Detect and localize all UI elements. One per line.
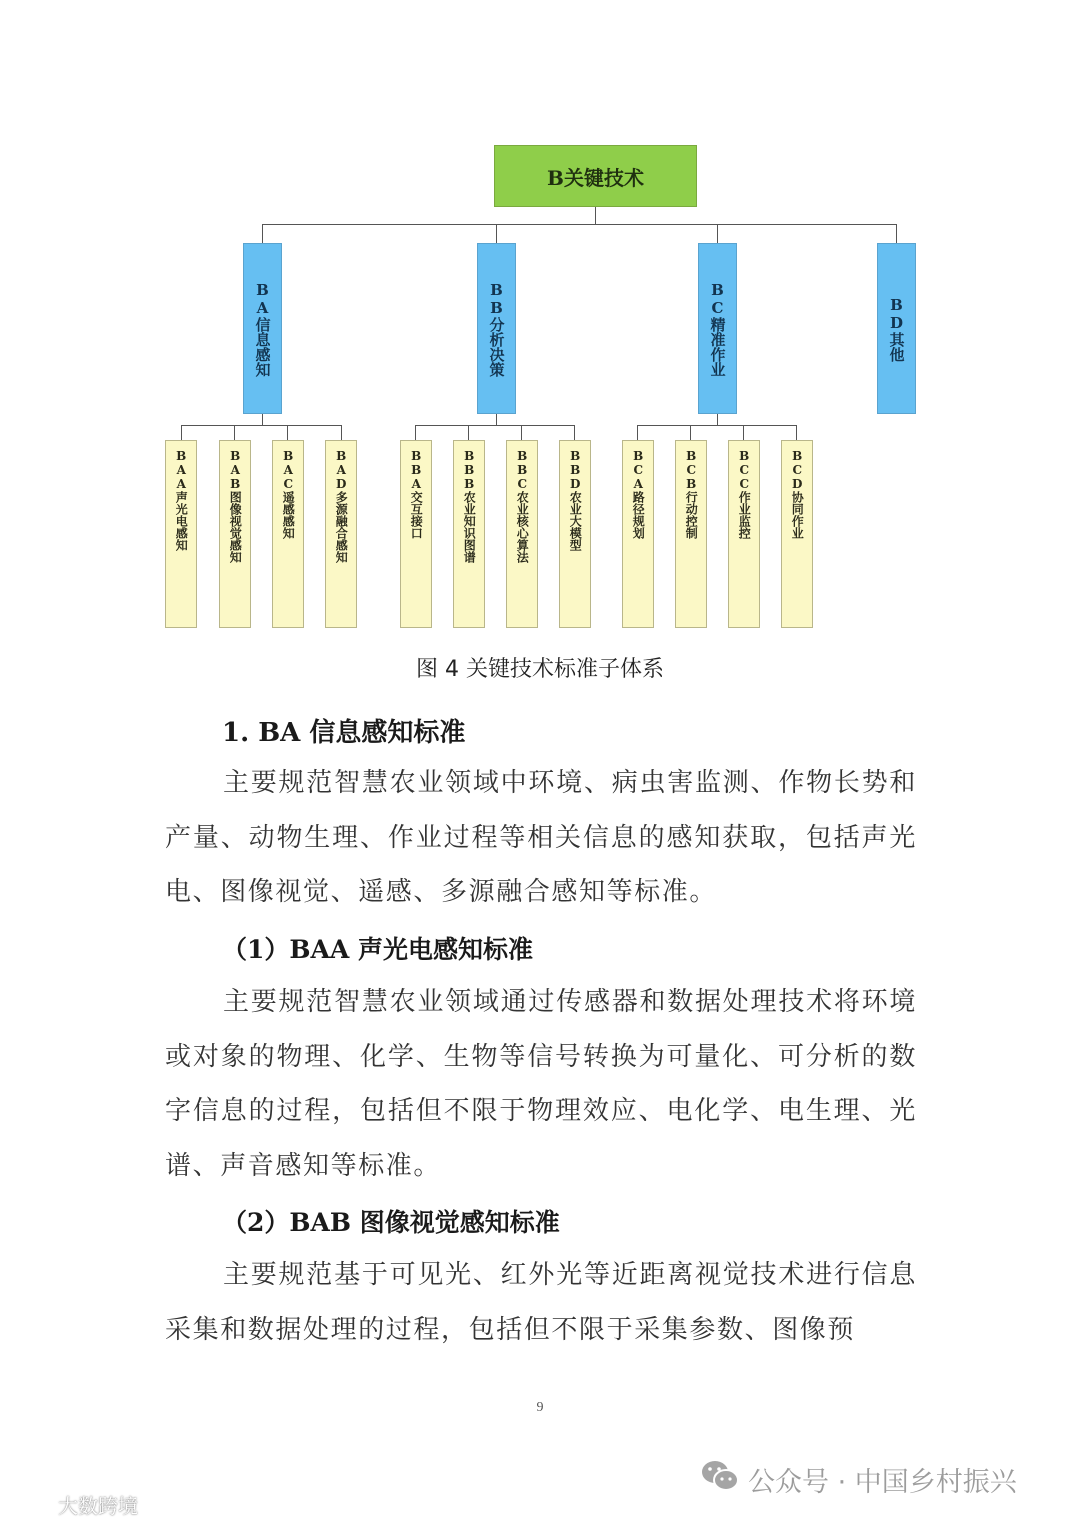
diagram-root-node: [494, 145, 697, 207]
section-heading: 1. BA 信息感知标准: [222, 718, 466, 748]
leaf-code: BBB: [462, 449, 477, 491]
leaf-node-bcd: [781, 440, 813, 628]
leaf-node-bbd: [559, 440, 591, 628]
subsection-paragraph-bab: 主要规范基于可见光、红外光等近距离视觉技术进行信息采集和数据处理的过程，包括但不限于采集参数、图像预: [165, 1260, 917, 1345]
connector-line: [496, 224, 497, 243]
leaf-node-bba: [400, 440, 432, 628]
leaf-code: BAD: [334, 449, 349, 491]
leaf-node-bcb: [675, 440, 707, 628]
connector-line: [637, 425, 797, 426]
leaf-code: BBD: [568, 449, 583, 491]
connector-line: [637, 425, 638, 440]
subsection-heading-bab: （2）BAB 图像视觉感知标准: [222, 1208, 560, 1237]
leaf-node-bca: [622, 440, 654, 628]
wechat-icon: [700, 1458, 740, 1501]
leaf-node-bad: [325, 440, 357, 628]
connector-line: [415, 425, 416, 440]
connector-line: [181, 425, 182, 440]
kuajing-text: 大数跨境: [58, 1494, 138, 1518]
section-paragraph: 主要规范智慧农业领域中环境、病虫害监测、作物长势和产量、动物生理、作业过程等相关信息的感知获取，包括声光电、图像视觉、遥感、多源融合感知等标准。: [165, 768, 917, 907]
leaf-code: BCA: [631, 449, 646, 491]
connector-line: [717, 224, 718, 243]
connector-line: [262, 224, 263, 243]
leaf-code: BAC: [281, 449, 296, 491]
leaf-label: 作业监控: [737, 491, 752, 539]
connector-line: [415, 425, 575, 426]
leaf-label: 图像视觉感知: [228, 491, 243, 563]
leaf-label: 遥感感知: [281, 491, 296, 539]
wechat-watermark: [700, 1458, 1017, 1501]
page-number: 9: [536, 1400, 544, 1415]
connector-line: [262, 414, 263, 425]
leaf-code: BBA: [409, 449, 424, 491]
connector-line: [690, 425, 691, 440]
leaf-node-bbb: [453, 440, 485, 628]
subsection-paragraph-baa: 主要规范智慧农业领域通过传感器和数据处理技术将环境或对象的物理、化学、生物等信号转换为可量化、可分析的数字信息的过程，包括但不限于物理效应、电化学、电生理、光谱、声音感知等标准。: [165, 987, 917, 1181]
category-label: 其他: [887, 331, 906, 362]
connector-line: [468, 425, 469, 440]
kuajing-logo-icon: [10, 1490, 52, 1519]
leaf-code: BAA: [174, 449, 189, 491]
category-label: 分析决策: [487, 316, 506, 377]
leaf-node-bac: [272, 440, 304, 628]
category-node-bc: B C 精准作业: [698, 243, 737, 414]
leaf-node-bcc: [728, 440, 760, 628]
leaf-node-bab: [219, 440, 251, 628]
connector-line: [896, 224, 897, 243]
connector-line: [743, 425, 744, 440]
connector-line: [287, 425, 288, 440]
leaf-node-baa: [165, 440, 197, 628]
category-label: 信息感知: [253, 316, 272, 377]
leaf-label: 农业知识图谱: [462, 491, 477, 563]
figure-caption: 图 4 关键技术标准子体系: [416, 657, 664, 682]
kuajing-watermark: [10, 1490, 138, 1519]
leaf-node-bbc: [506, 440, 538, 628]
leaf-label: 声光电感知: [174, 491, 189, 551]
category-node-ba: B A 信息感知: [243, 243, 282, 414]
connector-line: [262, 224, 897, 225]
connector-line: [341, 425, 342, 440]
root-label: B关键技术: [547, 165, 644, 190]
leaf-code: BCD: [790, 449, 805, 491]
leaf-code: BBC: [515, 449, 530, 491]
connector-line: [521, 425, 522, 440]
connector-line: [796, 425, 797, 440]
category-label: 精准作业: [708, 316, 727, 377]
leaf-label: 农业核心算法: [515, 491, 530, 563]
category-node-bd: B D 其他: [877, 243, 916, 414]
leaf-code: BCC: [737, 449, 752, 491]
leaf-label: 交互接口: [409, 491, 424, 539]
leaf-label: 路径规划: [631, 491, 646, 539]
leaf-label: 农业大模型: [568, 491, 583, 551]
leaf-label: 行动控制: [684, 491, 699, 539]
leaf-label: 多源融合感知: [334, 491, 349, 563]
leaf-code: BAB: [228, 449, 243, 491]
leaf-code: BCB: [684, 449, 699, 491]
connector-line: [595, 207, 596, 224]
leaf-label: 协同作业: [790, 491, 805, 539]
connector-line: [496, 414, 497, 425]
connector-line: [574, 425, 575, 440]
subsection-heading-baa: （1）BAA 声光电感知标准: [222, 935, 534, 964]
wechat-account-text: 公众号 · 中国乡村振兴: [748, 1467, 1017, 1498]
connector-line: [234, 425, 235, 440]
connector-line: [717, 414, 718, 425]
connector-line: [181, 425, 342, 426]
category-node-bb: B B 分析决策: [477, 243, 516, 414]
